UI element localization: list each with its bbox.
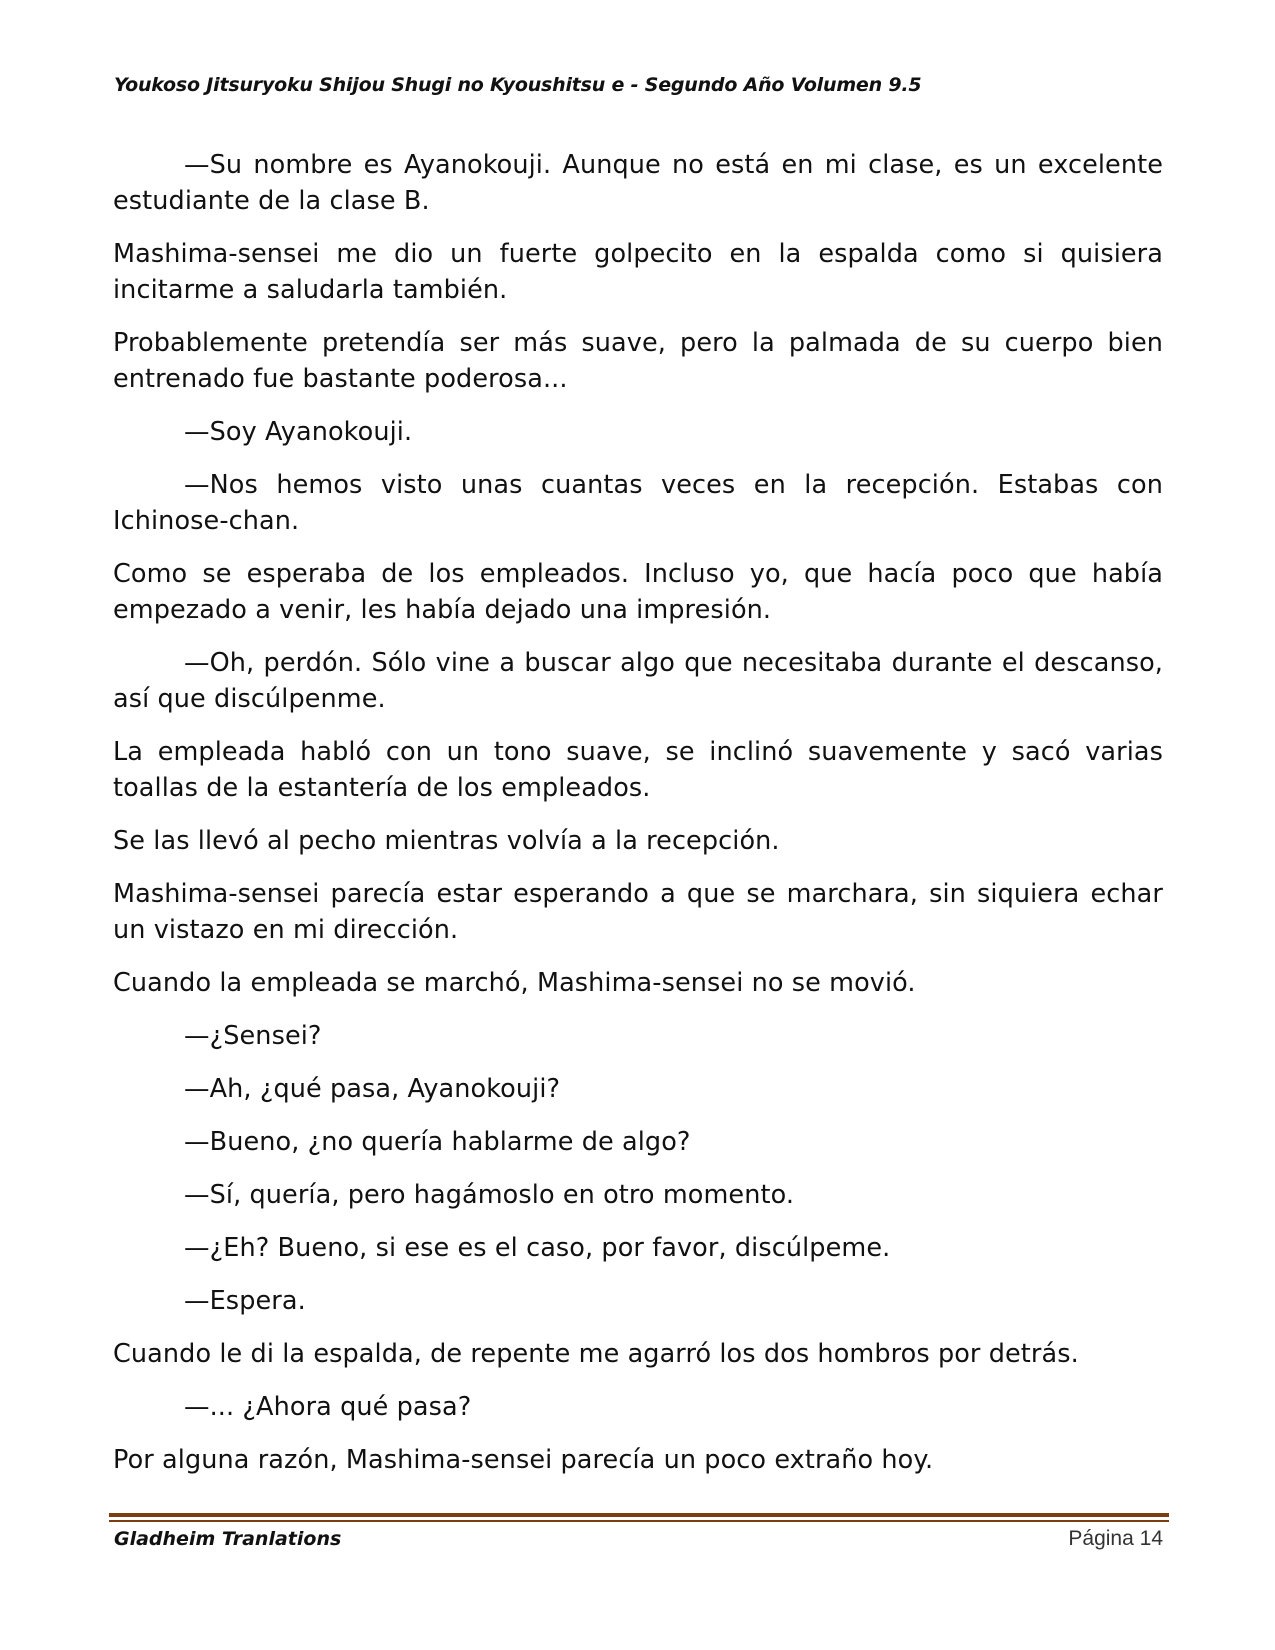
paragraph: Mashima-sensei parecía estar esperando a que se marchara, sin siquiera echar un vistazo en mi dirección. [113, 879, 1163, 945]
paragraph: —Su nombre es Ayanokouji. Aunque no está en mi clase, es un excelente estudiante de la clase B. [113, 150, 1163, 216]
paragraph: La empleada habló con un tono suave, se inclinó suavemente y sacó varias toallas de la estantería de los empleados. [113, 737, 1163, 803]
paragraph: —Nos hemos visto unas cuantas veces en la recepción. Estabas con Ichinose-chan. [113, 470, 1163, 536]
paragraph: —Oh, perdón. Sólo vine a buscar algo que necesitaba durante el descanso, así que discúlpenme. [113, 648, 1163, 714]
paragraph: —Bueno, ¿no quería hablarme de algo? [184, 1127, 691, 1157]
paragraph: Cuando la empleada se marchó, Mashima-sensei no se movió. [113, 968, 916, 998]
paragraph: Mashima-sensei me dio un fuerte golpecito en la espalda como si quisiera incitarme a saludarla también. [113, 239, 1163, 305]
publisher-credit: Gladheim Tranlations [114, 1528, 342, 1550]
paragraph: Cuando le di la espalda, de repente me agarró los dos hombros por detrás. [113, 1339, 1079, 1369]
paragraph: —Sí, quería, pero hagámoslo en otro momento. [184, 1180, 795, 1210]
page-body [113, 147, 1163, 1478]
paragraph: Probablemente pretendía ser más suave, pero la palmada de su cuerpo bien entrenado fue bastante poderosa... [113, 328, 1163, 394]
paragraph: Se las llevó al pecho mientras volvía a la recepción. [113, 826, 780, 856]
paragraph: —¿Eh? Bueno, si ese es el caso, por favor, discúlpeme. [184, 1233, 891, 1263]
paragraph: —Soy Ayanokouji. [184, 417, 413, 447]
paragraph: —¿Sensei? [184, 1021, 322, 1051]
page-number-value: 14 [1139, 1527, 1163, 1550]
page-number [1068, 1527, 1163, 1551]
page-label: Página [1068, 1527, 1134, 1550]
paragraph: —Ah, ¿qué pasa, Ayanokouji? [184, 1074, 561, 1104]
paragraph: —Espera. [184, 1286, 306, 1316]
paragraph: —... ¿Ahora qué pasa? [184, 1392, 472, 1422]
paragraph: Por alguna razón, Mashima-sensei parecía un poco extraño hoy. [113, 1445, 934, 1475]
footer-rule-thick [109, 1513, 1169, 1517]
paragraph: Como se esperaba de los empleados. Incluso yo, que hacía poco que había empezado a venir, les había dejado una impresión. [113, 559, 1163, 625]
running-header: Youkoso Jitsuryoku Shijou Shugi no Kyoushitsu e - Segundo Año Volumen 9.5 [114, 74, 922, 96]
footer-rule-thin [109, 1520, 1169, 1522]
